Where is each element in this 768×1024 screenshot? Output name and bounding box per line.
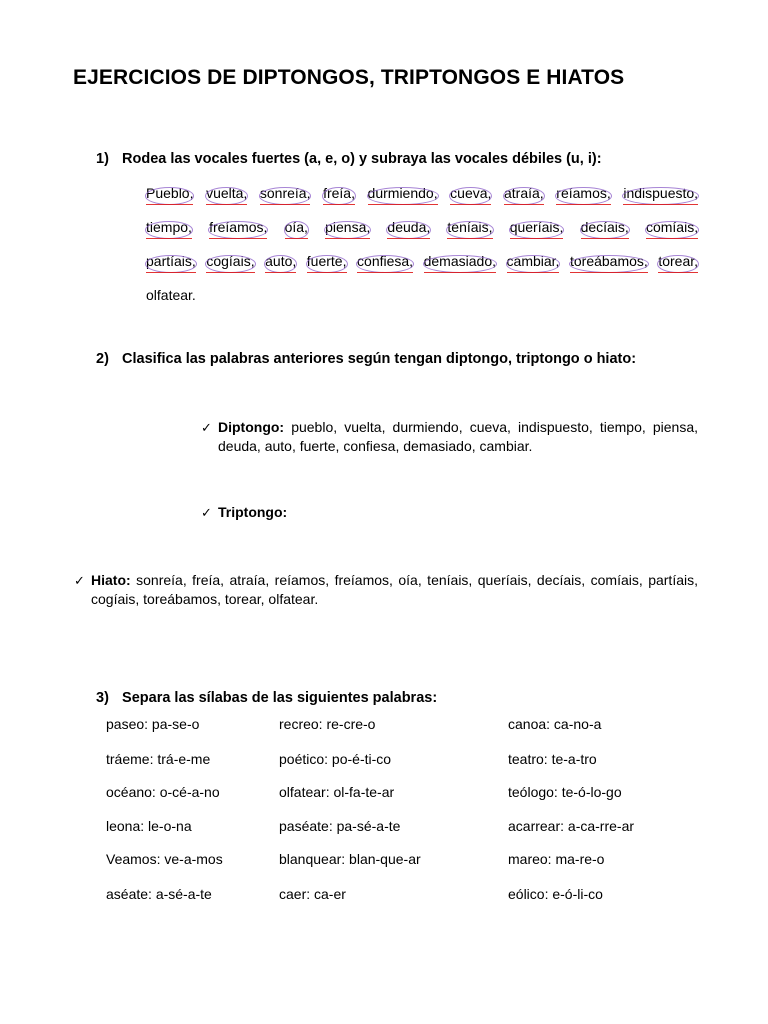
vowel-circle-mark bbox=[145, 221, 193, 239]
vowel-circle-mark bbox=[645, 221, 699, 239]
vowel-circle-mark bbox=[509, 221, 565, 239]
word: freíamos, bbox=[209, 219, 267, 235]
question-1-number: 1) bbox=[96, 151, 109, 167]
vowel-circle-mark bbox=[569, 255, 649, 273]
vowel-circle-mark bbox=[306, 255, 348, 273]
triptongo-label: Triptongo: bbox=[218, 504, 288, 520]
vowel-circle-mark bbox=[506, 255, 561, 273]
question-2-number: 2) bbox=[96, 351, 109, 367]
vowel-circle-mark bbox=[145, 187, 194, 205]
vowel-underline-mark bbox=[265, 272, 296, 273]
word: torear, bbox=[658, 253, 698, 269]
vowel-underline-mark bbox=[209, 238, 267, 239]
question-3 bbox=[96, 690, 437, 706]
syllable-cell: eólico: e-ó-li-co bbox=[508, 886, 603, 902]
syllable-cell: paséate: pa-sé-a-te bbox=[279, 818, 401, 834]
word: queríais, bbox=[510, 219, 564, 235]
vowel-circle-mark bbox=[145, 255, 197, 273]
vowel-underline-mark bbox=[447, 238, 492, 239]
checkmark-icon: ✓ bbox=[201, 505, 212, 520]
syllable-cell: blanquear: blan-que-ar bbox=[279, 851, 421, 867]
vowel-circle-mark bbox=[324, 221, 371, 239]
syllable-cell: paseo: pa-se-o bbox=[106, 716, 200, 732]
diptongo-label: Diptongo: bbox=[218, 419, 285, 435]
vowel-underline-mark bbox=[357, 272, 413, 273]
vowel-underline-mark bbox=[206, 204, 247, 205]
vowel-circle-mark bbox=[555, 187, 611, 205]
vowel-underline-mark bbox=[504, 204, 544, 205]
triptongo-item bbox=[201, 503, 288, 522]
word: tiempo, bbox=[146, 219, 192, 235]
vowel-underline-mark bbox=[623, 204, 698, 205]
syllable-cell: canoa: ca-no-a bbox=[508, 716, 602, 732]
diptongo-item bbox=[201, 418, 698, 456]
vowel-circle-mark bbox=[622, 187, 699, 205]
vowel-underline-mark bbox=[387, 238, 430, 239]
vowel-underline-mark bbox=[424, 272, 496, 273]
syllable-cell: océano: o-cé-a-no bbox=[106, 784, 220, 800]
vowel-circle-mark bbox=[284, 221, 309, 239]
word: demasiado, bbox=[424, 253, 496, 269]
word: reíamos, bbox=[556, 185, 610, 201]
word: piensa, bbox=[325, 219, 370, 235]
word: comíais, bbox=[646, 219, 698, 235]
word-list-line-3 bbox=[146, 252, 698, 286]
vowel-circle-mark bbox=[446, 221, 493, 239]
word: cogíais, bbox=[206, 253, 254, 269]
word: cueva, bbox=[450, 185, 491, 201]
vowel-circle-mark bbox=[205, 255, 255, 273]
vowel-underline-mark bbox=[285, 238, 308, 239]
word: confiesa, bbox=[357, 253, 413, 269]
syllable-cell: mareo: ma-re-o bbox=[508, 851, 605, 867]
question-3-number: 3) bbox=[96, 690, 109, 706]
word: teníais, bbox=[447, 219, 492, 235]
page-title: EJERCICIOS DE DIPTONGOS, TRIPTONGOS E HIATOS bbox=[73, 66, 625, 89]
vowel-circle-mark bbox=[449, 187, 492, 205]
vowel-underline-mark bbox=[260, 204, 311, 205]
vowel-circle-mark bbox=[580, 221, 630, 239]
vowel-circle-mark bbox=[208, 221, 268, 239]
syllable-cell: caer: ca-er bbox=[279, 886, 346, 902]
checkmark-icon: ✓ bbox=[201, 420, 212, 435]
vowel-underline-mark bbox=[507, 272, 560, 273]
word: toreábamos, bbox=[570, 253, 648, 269]
syllable-cell: poético: po-é-ti-co bbox=[279, 751, 392, 767]
vowel-underline-mark bbox=[368, 204, 438, 205]
syllable-cell: aséate: a-sé-a-te bbox=[106, 886, 212, 902]
vowel-underline-mark bbox=[658, 272, 698, 273]
vowel-underline-mark bbox=[646, 238, 698, 239]
question-1-text: Rodea las vocales fuertes (a, e, o) y subraya las vocales débiles (u, i): bbox=[122, 151, 602, 167]
vowel-underline-mark bbox=[325, 238, 370, 239]
syllable-cell: teatro: te-a-tro bbox=[508, 751, 597, 767]
word: sonreía, bbox=[260, 185, 311, 201]
vowel-underline-mark bbox=[323, 204, 355, 205]
syllable-cell: recreo: re-cre-o bbox=[279, 716, 376, 732]
vowel-circle-mark bbox=[322, 187, 356, 205]
vowel-circle-mark bbox=[356, 255, 414, 273]
hiato-text: sonreía, freía, atraía, reíamos, freíamos, oía, teníais, queríais, decíais, comíais, partíais, cogíais, toreábamos, torear, olfatear. bbox=[91, 572, 698, 607]
vowel-underline-mark bbox=[146, 238, 192, 239]
word: partíais, bbox=[146, 253, 196, 269]
word: auto, bbox=[265, 253, 296, 269]
syllable-cell: olfatear: ol-fa-te-ar bbox=[279, 784, 395, 800]
vowel-circle-mark bbox=[205, 187, 248, 205]
word: fuerte, bbox=[307, 253, 347, 269]
question-1 bbox=[96, 151, 602, 167]
question-1-word-list bbox=[146, 184, 698, 320]
word: vuelta, bbox=[206, 185, 247, 201]
word: indispuesto, bbox=[623, 185, 698, 201]
word: durmiendo, bbox=[368, 185, 438, 201]
question-3-text: Separa las sílabas de las siguientes palabras: bbox=[122, 690, 438, 706]
vowel-circle-mark bbox=[259, 187, 312, 205]
vowel-circle-mark bbox=[386, 221, 431, 239]
vowel-circle-mark bbox=[657, 255, 699, 273]
vowel-underline-mark bbox=[570, 272, 648, 273]
word-list-line-1 bbox=[146, 184, 698, 218]
vowel-circle-mark bbox=[264, 255, 297, 273]
vowel-underline-mark bbox=[146, 204, 193, 205]
checkmark-icon: ✓ bbox=[74, 573, 85, 588]
syllable-cell: Veamos: ve-a-mos bbox=[106, 851, 223, 867]
syllable-cell: acarrear: a-ca-rre-ar bbox=[508, 818, 635, 834]
vowel-underline-mark bbox=[450, 204, 491, 205]
word: Pueblo, bbox=[146, 185, 193, 201]
syllable-cell: leona: le-o-na bbox=[106, 818, 192, 834]
vowel-underline-mark bbox=[307, 272, 347, 273]
vowel-circle-mark bbox=[423, 255, 497, 273]
syllable-cell: teólogo: te-ó-lo-go bbox=[508, 784, 622, 800]
word: atraía, bbox=[504, 185, 544, 201]
word: deuda, bbox=[387, 219, 430, 235]
vowel-underline-mark bbox=[146, 272, 196, 273]
diptongo-text: pueblo, vuelta, durmiendo, cueva, indispuesto, tiempo, piensa, deuda, auto, fuerte, confiesa, demasiado, cambiar. bbox=[218, 419, 698, 454]
hiato-item bbox=[74, 571, 698, 609]
word: cambiar, bbox=[507, 253, 560, 269]
vowel-underline-mark bbox=[581, 238, 629, 239]
syllable-cell: tráeme: trá-e-me bbox=[106, 751, 211, 767]
vowel-underline-mark bbox=[556, 204, 610, 205]
word: freía, bbox=[323, 185, 355, 201]
word: decíais, bbox=[581, 219, 629, 235]
word-list-line-4: olfatear. bbox=[146, 287, 196, 303]
vowel-circle-mark bbox=[503, 187, 545, 205]
vowel-circle-mark bbox=[367, 187, 439, 205]
question-2-text: Clasifica las palabras anteriores según tengan diptongo, triptongo o hiato: bbox=[122, 351, 637, 367]
hiato-label: Hiato: bbox=[91, 572, 131, 588]
vowel-underline-mark bbox=[510, 238, 564, 239]
word-list-line-2 bbox=[146, 218, 698, 252]
question-2 bbox=[96, 351, 636, 367]
vowel-underline-mark bbox=[206, 272, 254, 273]
word: oía, bbox=[285, 219, 308, 235]
